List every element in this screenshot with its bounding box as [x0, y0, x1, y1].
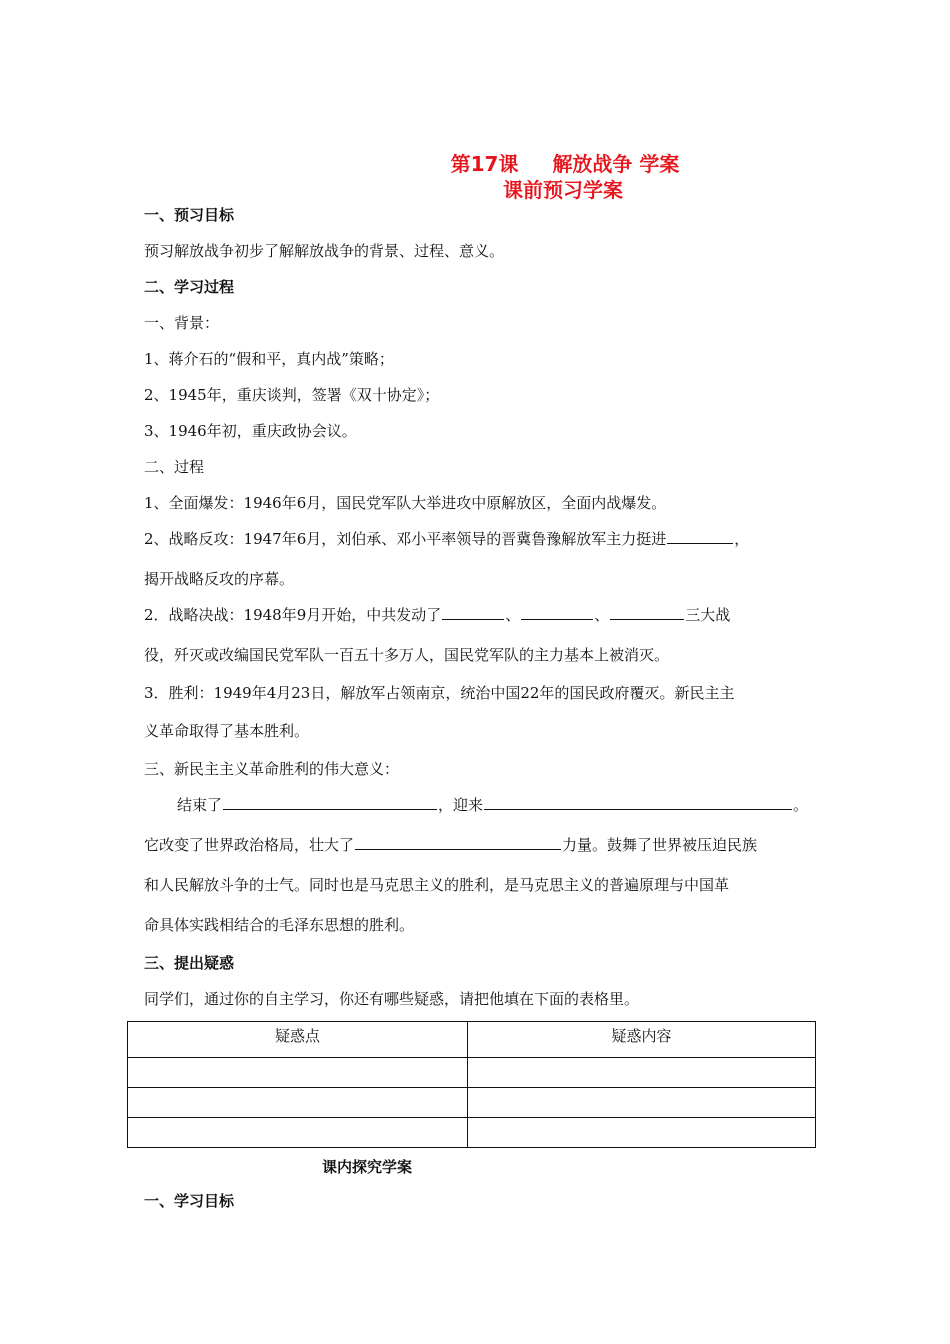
document-subtitle: 课前预习学案: [503, 178, 623, 202]
significance-prefix: 结束了: [177, 796, 223, 814]
table-cell[interactable]: [468, 1088, 816, 1118]
questions-table: [127, 1021, 816, 1148]
fill-blank-strength[interactable]: [355, 834, 561, 850]
table-header-row: [128, 1022, 816, 1058]
process-heading: 二、过程: [144, 458, 205, 476]
table-cell[interactable]: [468, 1058, 816, 1088]
table-row: [128, 1118, 816, 1148]
significance-mid: ，迎来: [438, 796, 484, 814]
separator: 、: [594, 606, 610, 624]
background-item-2: 2、1945年，重庆谈判，签署《双十协定》；: [144, 386, 440, 404]
fill-blank[interactable]: [667, 528, 733, 544]
process-item-3: [144, 604, 730, 625]
lesson-topic: 解放战争 学案: [552, 152, 680, 176]
table-header-question-point: 疑惑点: [128, 1022, 468, 1058]
table-cell[interactable]: [468, 1118, 816, 1148]
table-row: [128, 1088, 816, 1118]
section-heading-learning-goals: 一、学习目标: [144, 1192, 235, 1210]
fill-blank-battle-1[interactable]: [442, 604, 504, 620]
separator: 、: [505, 606, 521, 624]
section-heading-questions: 三、提出疑惑: [144, 954, 235, 972]
significance-text-a: 它改变了世界政治格局，壮大了: [144, 836, 355, 854]
background-item-1: 1、蒋介石的“假和平，真内战”策略；: [144, 350, 394, 368]
significance-line-3: 和人民解放斗争的士气。同时也是马克思主义的胜利，是马克思主义的普遍原理与中国革: [144, 876, 730, 894]
significance-text-b: 力量。鼓舞了世界被压迫民族: [562, 836, 758, 854]
comma: ，: [734, 530, 750, 548]
process-item-2-text: 2、战略反攻：1947年6月，刘伯承、邓小平率领导的晋冀鲁豫解放军主力挺进: [144, 530, 667, 548]
table-row: [128, 1058, 816, 1088]
process-item-1: 1、全面爆发：1946年6月，国民党军队大举进攻中原解放区，全面内战爆发。: [144, 494, 667, 512]
process-item-4-cont: 义革命取得了基本胜利。: [144, 722, 310, 740]
lesson-number: 第17课: [450, 152, 519, 176]
table-cell[interactable]: [128, 1088, 468, 1118]
section-heading-process: 二、学习过程: [144, 278, 235, 296]
table-header-question-content: 疑惑内容: [468, 1022, 816, 1058]
period: 。: [793, 796, 809, 814]
fill-blank-battle-3[interactable]: [610, 604, 684, 620]
significance-line-1: [177, 794, 808, 815]
questions-text: 同学们，通过你的自主学习，你还有哪些疑惑，请把他填在下面的表格里。: [144, 990, 640, 1008]
process-item-2-cont: 揭开战略反攻的序幕。: [144, 570, 295, 588]
section-heading-goals: 一、预习目标: [144, 206, 235, 224]
goals-text: 预习解放战争初步了解解放战争的背景、过程、意义。: [144, 242, 505, 260]
process-item-2: [144, 528, 749, 549]
significance-line-4: 命具体实践相结合的毛泽东思想的胜利。: [144, 916, 415, 934]
background-heading: 一、背景：: [144, 314, 220, 332]
process-item-4: 3．胜利：1949年4月23日，解放军占领南京，统治中国22年的国民政府覆灭。新民主主: [144, 684, 735, 702]
fill-blank-battle-2[interactable]: [521, 604, 593, 620]
process-item-3-cont: 役，歼灭或改编国民党军队一百五十多万人，国民党军队的主力基本上被消灭。: [144, 646, 670, 664]
table-cell[interactable]: [128, 1058, 468, 1088]
inclass-subtitle: 课内探究学案: [322, 1158, 413, 1176]
significance-heading: 三、新民主主义革命胜利的伟大意义：: [144, 760, 400, 778]
fill-blank-ushered[interactable]: [484, 794, 792, 810]
fill-blank-ended[interactable]: [223, 794, 437, 810]
process-item-3-suffix: 三大战: [685, 606, 731, 624]
table-cell[interactable]: [128, 1118, 468, 1148]
document-title: [0, 148, 950, 177]
process-item-3-text: 2．战略决战：1948年9月开始，中共发动了: [144, 606, 442, 624]
significance-line-2: [144, 834, 757, 855]
background-item-3: 3、1946年初，重庆政协会议。: [144, 422, 357, 440]
